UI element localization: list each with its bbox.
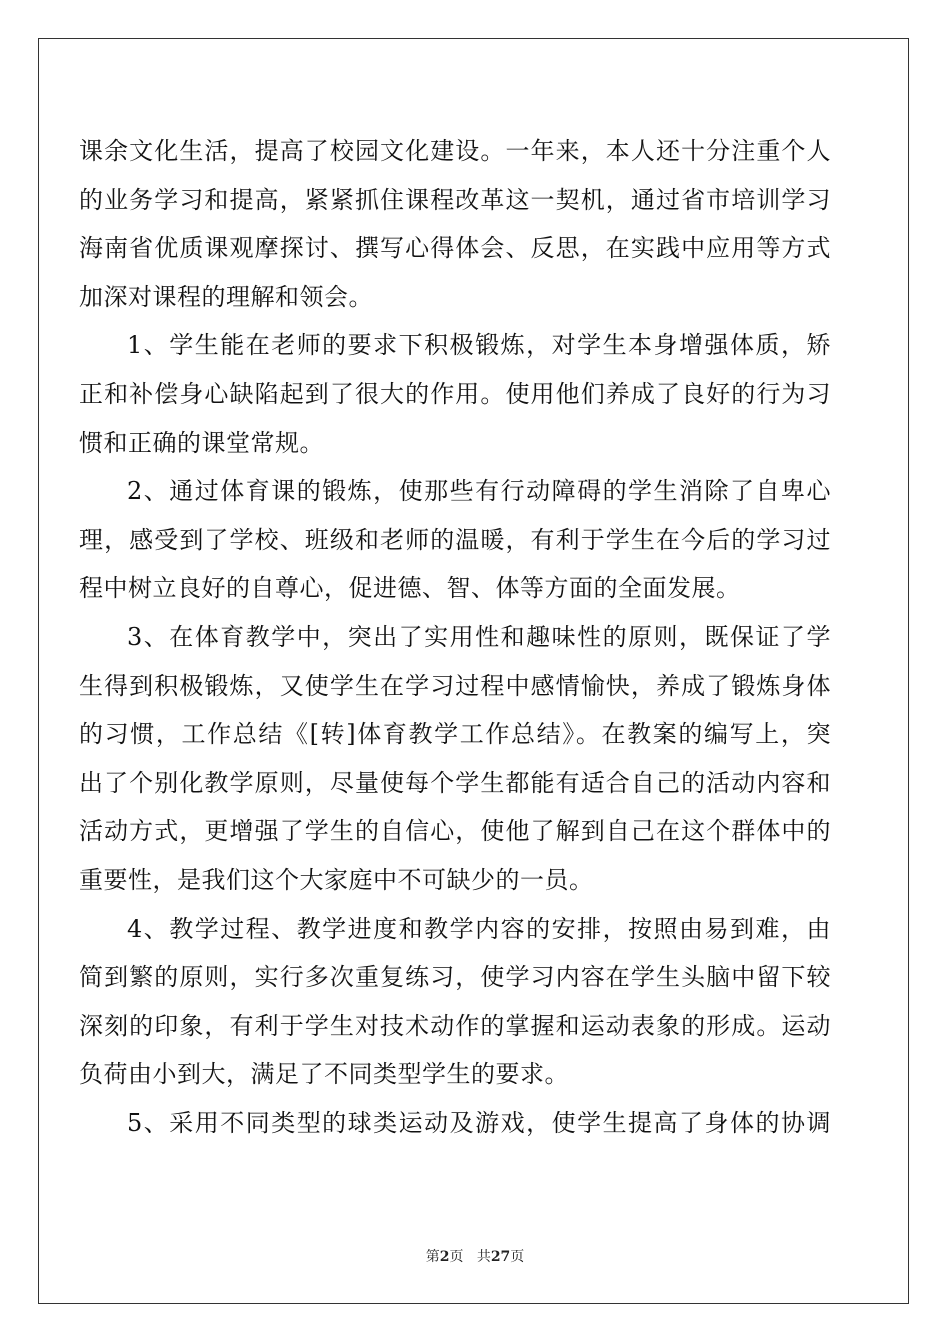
text-line: 1、学生能在老师的要求下积极锻炼，对学生本身增强体质，矫 xyxy=(127,331,831,360)
text-line: 出了个别化教学原则，尽量使每个学生都能有适合自己的活动内容和 xyxy=(79,768,831,797)
text-line: 负荷由小到大，满足了不同类型学生的要求。 xyxy=(79,1060,569,1089)
text-line: 课余文化生活，提高了校园文化建设。一年来，本人还十分注重个人 xyxy=(79,137,831,165)
text-line: 5、采用不同类型的球类运动及游戏，使学生提高了身体的协调 xyxy=(127,1108,831,1137)
text-line: 的习惯，工作总结《[转]体育教学工作总结》。在教案的编写上，突 xyxy=(79,720,831,749)
text-line: 海南省优质课观摩探讨、撰写心得体会、反思，在实践中应用等方式 xyxy=(79,234,831,263)
footer-prefix: 第 xyxy=(425,1249,440,1265)
text-line: 程中树立良好的自尊心，促进德、智、体等方面的全面发展。 xyxy=(79,574,741,603)
footer-total-suffix: 页 xyxy=(510,1249,525,1265)
text-line: 4、教学过程、教学进度和教学内容的安排，按照由易到难，由 xyxy=(127,914,831,943)
text-line: 简到繁的原则，实行多次重复练习，使学习内容在学生头脑中留下较 xyxy=(79,963,831,992)
footer-page-word: 页 xyxy=(449,1249,464,1265)
text-line: 3、在体育教学中，突出了实用性和趣味性的原则，既保证了学 xyxy=(127,622,831,651)
text-line: 活动方式，更增强了学生的自信心，使他了解到自己在这个群体中的 xyxy=(79,817,831,846)
text-line: 惯和正确的课堂常规。 xyxy=(79,428,324,457)
text-line: 重要性，是我们这个大家庭中不可缺少的一员。 xyxy=(79,865,594,894)
total-page-number: 27 xyxy=(490,1249,511,1265)
footer-total-prefix: 共 xyxy=(476,1249,491,1265)
text-line: 的业务学习和提高，紧紧抓住课程改革这一契机，通过省市培训学习 xyxy=(79,185,831,214)
text-line: 深刻的印象，有利于学生对技术动作的掌握和运动表象的形成。运动 xyxy=(79,1011,831,1040)
text-line: 2、通过体育课的锻炼，使那些有行动障碍的学生消除了自卑心 xyxy=(127,477,831,506)
page-footer xyxy=(0,1246,950,1266)
current-page-number: 2 xyxy=(439,1249,450,1265)
document-body xyxy=(79,127,831,1147)
text-line: 正和补偿身心缺陷起到了很大的作用。使用他们养成了良好的行为习 xyxy=(79,379,831,408)
text-line: 理，感受到了学校、班级和老师的温暖，有利于学生在今后的学习过 xyxy=(79,525,831,554)
text-line: 加深对课程的理解和领会。 xyxy=(79,282,373,311)
text-line: 生得到积极锻炼，又使学生在学习过程中感情愉快，养成了锻炼身体 xyxy=(79,671,831,700)
